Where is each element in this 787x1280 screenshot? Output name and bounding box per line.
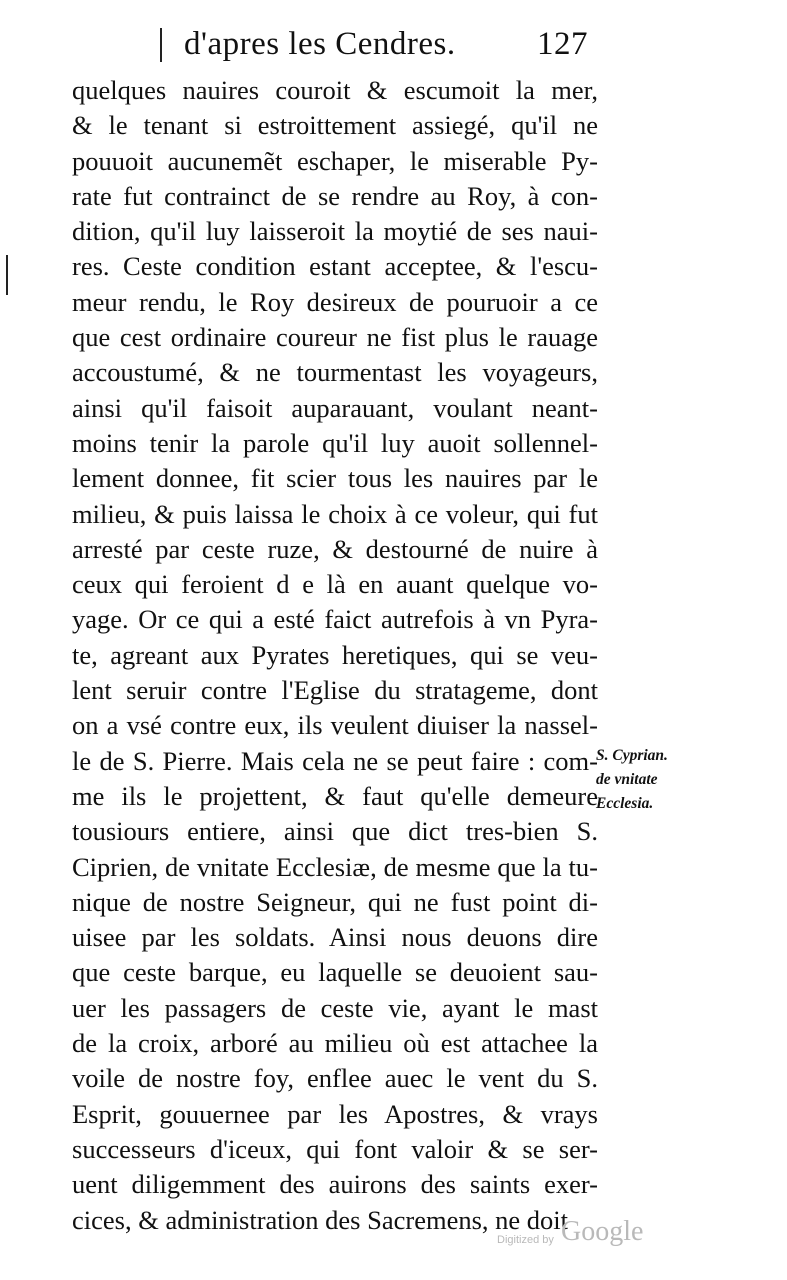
body-line: arresté par ceste ruze, & destourné de nuire à: [72, 533, 598, 564]
digitized-watermark: [497, 1216, 677, 1256]
body-text: [72, 73, 598, 1238]
body-line: cices, & administration des Sacremens, ne doit: [72, 1204, 569, 1235]
body-line: le de S. Pierre. Mais cela ne se peut faire : com-: [72, 745, 598, 776]
body-line: on a vsé contre eux, ils veulent diuiser la nassel-: [72, 710, 598, 741]
body-line: que ceste barque, eu laquelle se deuoient sau-: [72, 957, 598, 988]
body-line: successeurs d'iceux, qui font valoir & se ser-: [72, 1133, 598, 1164]
body-line: yage. Or ce qui a esté faict autrefois à vn Pyra-: [72, 604, 598, 635]
body-line: meur rendu, le Roy desireux de pouruoir a ce: [72, 286, 598, 317]
body-line: uer les passagers de ceste vie, ayant le mast: [72, 992, 598, 1023]
watermark-digitized-by: Digitized by: [497, 1234, 554, 1246]
margin-note-line-1: S. Cyprian.: [596, 747, 668, 764]
page-number: 127: [537, 26, 588, 62]
body-line: ainsi qu'il faisoit auparauant, voulant neant-: [72, 392, 598, 423]
running-head-title: d'apres les Cendres.: [184, 26, 456, 62]
margin-note-line-3: Ecclesia.: [596, 795, 654, 812]
body-line: voile de nostre foy, enflee auec le vent du S.: [72, 1063, 598, 1094]
body-line: milieu, & puis laissa le choix à ce voleur, qui fut: [72, 498, 598, 529]
margin-note-line-2: de vnitate: [596, 771, 658, 788]
body-line: me ils le projettent, & faut qu'elle demeure: [72, 780, 598, 811]
left-margin-mark-middle: [6, 255, 8, 295]
body-line: te, agreant aux Pyrates heretiques, qui se veu-: [72, 639, 598, 670]
body-line: & le tenant si estroittement assiegé, qu'il ne: [72, 110, 598, 141]
body-line: moins tenir la parole qu'il luy auoit sollennel-: [72, 427, 598, 458]
body-line: ceux qui feroient d e là en auant quelque vo-: [72, 569, 598, 600]
body-line: tousiours entiere, ainsi que dict tres-bien S.: [72, 816, 598, 847]
body-line: uisee par les soldats. Ainsi nous deuons dire: [72, 922, 598, 953]
body-line: res. Ceste condition estant acceptee, & l'escu-: [72, 251, 598, 282]
body-line: dition, qu'il luy laisseroit la moytié de ses naui-: [72, 216, 598, 247]
body-line: accoustumé, & ne tourmentast les voyageurs,: [72, 357, 598, 388]
body-line: Ciprien, de vnitate Ecclesiæ, de mesme que la tu-: [72, 851, 598, 882]
margin-note: [596, 744, 706, 816]
body-line: rate fut contrainct de se rendre au Roy, à con-: [72, 180, 598, 211]
body-line: lent seruir contre l'Eglise du stratageme, dont: [72, 675, 598, 706]
google-logo: Google: [561, 1216, 644, 1247]
body-line: que cest ordinaire coureur ne fist plus le rauage: [72, 322, 598, 353]
body-line: lement donnee, fit scier tous les nauires par le: [72, 463, 598, 494]
body-line: quelques nauires couroit & escumoit la mer,: [72, 75, 598, 105]
body-line: nique de nostre Seigneur, qui ne fust point di-: [72, 886, 598, 917]
body-line: pouuoit aucunemẽt eschaper, le miserable Py-: [72, 145, 598, 176]
body-line: uent diligemment des auirons des saints exer-: [72, 1169, 598, 1200]
body-line: Esprit, gouuernee par les Apostres, & vrays: [72, 1098, 598, 1129]
running-head: [160, 22, 600, 72]
body-line: de la croix, arboré au milieu où est attachee la: [72, 1028, 598, 1059]
